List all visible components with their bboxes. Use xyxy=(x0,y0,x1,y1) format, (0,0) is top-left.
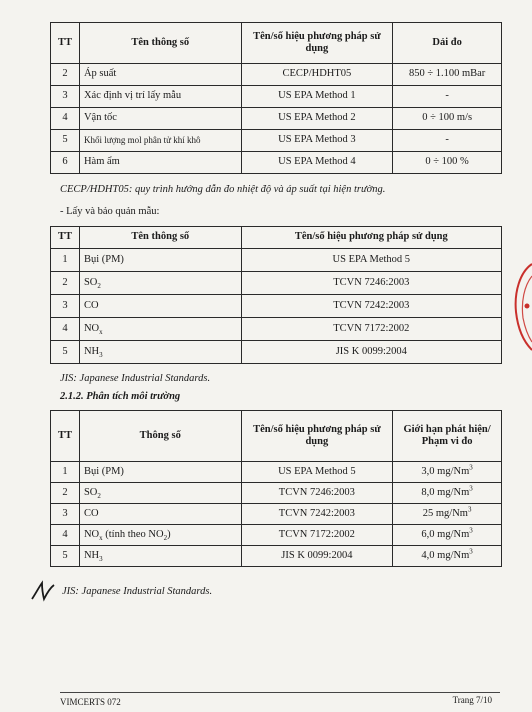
col-header-range: Dải đo xyxy=(393,23,502,64)
footer-page-number: Trang 7/10 xyxy=(452,695,492,705)
col-header-parameter: Tên thông số xyxy=(79,23,241,64)
col-header-method: Tên/số hiệu phương pháp sử dụng xyxy=(241,23,393,64)
table-row: 2 $SO_2$ TCVN 7246:2003 8,0 mg/Nm$^3$ xyxy=(51,483,502,504)
table-row: 1 Bụi (PM) US EPA Method 5 3,0 mg/Nm$^3$ xyxy=(51,462,502,483)
col-header-tt: TT xyxy=(51,23,80,64)
table-row: 2 Áp suất CECP/HDHT05 850 ÷ 1.100 mBar xyxy=(51,64,502,86)
table-row: 4 $NO_x$ (tính theo $NO_2$) TCVN 7172:2002 6,0 mg/Nm$^3$ xyxy=(51,525,502,546)
table-row: 2 $SO_2$ TCVN 7246:2003 xyxy=(51,272,502,295)
analysis-table xyxy=(50,410,502,567)
table-row: 5 Khối lượng mol phân tử khí khô US EPA Method 3 - xyxy=(51,130,502,152)
table-row: 5 $NH_3$ JIS K 0099:2004 4,0 mg/Nm$^3$ xyxy=(51,546,502,567)
sampling-heading: - Lấy và bảo quản mẫu: xyxy=(60,206,160,217)
table-row: 4 $NO_x$ TCVN 7172:2002 xyxy=(51,318,502,341)
measurement-table xyxy=(50,22,502,174)
table-header-row: TT Tên thông số Tên/số hiệu phương pháp sử dụng xyxy=(51,227,502,249)
table-row: 3 CO TCVN 7242:2003 xyxy=(51,295,502,318)
jis-note-2: JIS: Japanese Industrial Standards. xyxy=(62,586,213,597)
table-row: 6 Hàm ẩm US EPA Method 4 0 ÷ 100 % xyxy=(51,152,502,174)
section-heading: 2.1.2. Phân tích môi trường xyxy=(60,391,181,402)
table-row: 4 Vận tốc US EPA Method 2 0 ÷ 100 m/s xyxy=(51,108,502,130)
table-header-row xyxy=(51,23,502,64)
cecp-note: CECP/HDHT05: quy trình hướng dẫn đo nhiệt độ và áp suất tại hiện trường. xyxy=(60,184,386,195)
table-header-row: TT Thông số Tên/số hiệu phương pháp sử dụng Giới hạn phát hiện/ Phạm vi đo xyxy=(51,411,502,462)
table-row: 5 $NH_3$ JIS K 0099:2004 xyxy=(51,341,502,364)
table-row: 3 CO TCVN 7242:2003 25 mg/Nm$^3$ xyxy=(51,504,502,525)
footer-divider xyxy=(60,692,500,693)
signature-mark-icon xyxy=(30,579,56,605)
red-stamp-icon xyxy=(510,262,532,352)
jis-note: JIS: Japanese Industrial Standards. xyxy=(60,373,211,384)
footer-doc-code: VIMCERTS 072 xyxy=(60,697,121,707)
sampling-table xyxy=(50,226,502,364)
table-row: 1 Bụi (PM) US EPA Method 5 xyxy=(51,249,502,272)
table-row: 3 Xác định vị trí lấy mẫu US EPA Method 1 - xyxy=(51,86,502,108)
